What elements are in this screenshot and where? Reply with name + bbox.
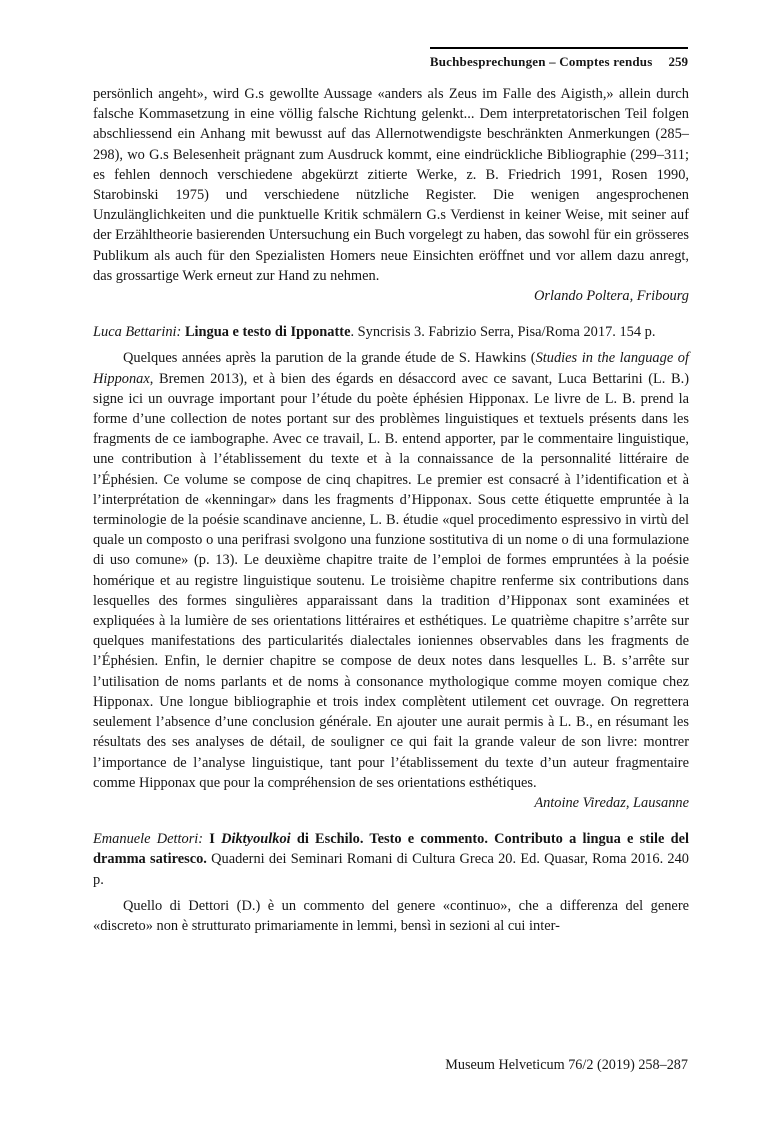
page-footer-journal-line: Museum Helveticum 76/2 (2019) 258–287 [445,1057,688,1073]
text-column [93,84,689,936]
reviewer-signature: Orlando Poltera, Fribourg [534,288,689,305]
page-header [430,47,688,71]
page-number: 259 [668,54,688,69]
header-rule [430,47,688,71]
running-head-title: Buchbesprechungen – Comptes rendus [429,54,653,69]
review-paragraph: Quelques années après la parution de la grande étude de S. Hawkins (Studies in the language of Hipponax, Bremen 2013), et à bien des égards en désaccord avec ce savant, Luca Bettarini (L. B.) signe ici un ouvrage important pour l’étude du poète éphésien Hipponax. Le livre de L. B. prend la forme d’une collection de notes portant sur des problèmes linguistiques et textuels présents dans les fragments de ce iambographe. Avec ce travail, L. B. entend apporter, par le commentaire linguistique, une contribution à l’établissement du texte et à la connaissance de la personnalité littéraire de l’Éphésien. Ce volume se compose de cinq chapitres. Le premier est consacré à l’identification et à l’interprétation de «kenningar» dans les fragments d’Hipponax. Sous cette étiquette empruntée à la terminologie de la poésie scandinave ancienne, L. B. étudie «quel procedimento espressivo in virtù del quale un composto o una perifrasi svolgono una funzione sostitutiva di un nome o di una formulazione di uso comune» (p. 13). Le deuxième chapitre traite de l’emploi de formes empruntées à la poésie homérique et au registre linguistique soutenu. Le troisième chapitre renferme six contributions dans lesquelles des formes singulières apparaissant dans la tradition d’Hipponax sont examinées et expliquées à la lumière de ses orientations littéraires et esthétiques. Le quatrième chapitre s’arrête sur quelques manifestations des particularités dialectales ioniennes observables dans les fragments de l’Éphésien. Enfin, le dernier chapitre se compose de deux notes dans lesquelles L. B. s’arrête sur l’utilisation de noms parlants et de noms à consonance mythologique comme moyen comique chez Hipponax. Une longue bibliographie et trois index complètent utilement cet ouvrage. On regrettera seulement l’absence d’une conclusion générale. En ajouter une aurait permis à L. B., en résumant les résultats des ses analyses de détail, de souligner ce qui fait la grande valeur de son livre: montrer l’importance de l’analyse linguistique, tant pour l’établissement du texte d’un auteur fragmentaire comme Hipponax que pour la compréhension de ses orientations esthétiques. [93,350,689,791]
review-heading: Emanuele Dettori: I Diktyoulkoi di Eschilo. Testo e commento. Contributo a lingua e stile del dramma satiresco. Quaderni dei Seminari Romani di Cultura Greca 20. Ed. Quasar, Roma 2016. 240 p. [93,831,689,888]
review-heading: Luca Bettarini: Lingua e testo di Ipponatte. Syncrisis 3. Fabrizio Serra, Pisa/Roma 2017. 154 p. [93,324,656,341]
review-paragraph: Quello di Dettori (D.) è un commento del genere «continuo», che a differenza del genere «discreto» non è strutturato primariamente in lemmi, bensì in sezioni al cui inter- [93,897,689,934]
reviewer-signature: Antoine Viredaz, Lausanne [534,794,689,811]
review-paragraph-continuation: persönlich angeht», wird G.s gewollte Aussage «anders als Zeus im Falle des Aigisth,» allein durch falsche Kommasetzung in eine völlig falsche Richtung gelenkt... Dem interpretatorischen Teil folgen abschliessend ein Anhang mit bewusst auf das Allernotwendigste beschränkten Anmerkungen (285–298), wo G.s Belesenheit prägnant zum Ausdruck kommt, eine eindrückliche Bibliographie (299–311; es fehlen dennoch verschiedene abgekürzt zitierte Werke, z. B. Friedrich 1991, Rosen 1990, Starobinski 1975) und verschiedene nützliche Register. Die wenigen angesprochenen Unzulänglichkeiten und die punktuelle Kritik schmälern G.s Verdienst in keiner Weise, mit seiner auf der Erzähltheorie basierenden Untersuchung ein Buch vorgelegt zu haben, das sowohl für ein grösseres Publikum als auch für den Spezialisten Homers neue Einsichten eröffnet und vor allem dazu anregt, das grossartige Werk erneut zur Hand zu nehmen. [93,86,689,284]
